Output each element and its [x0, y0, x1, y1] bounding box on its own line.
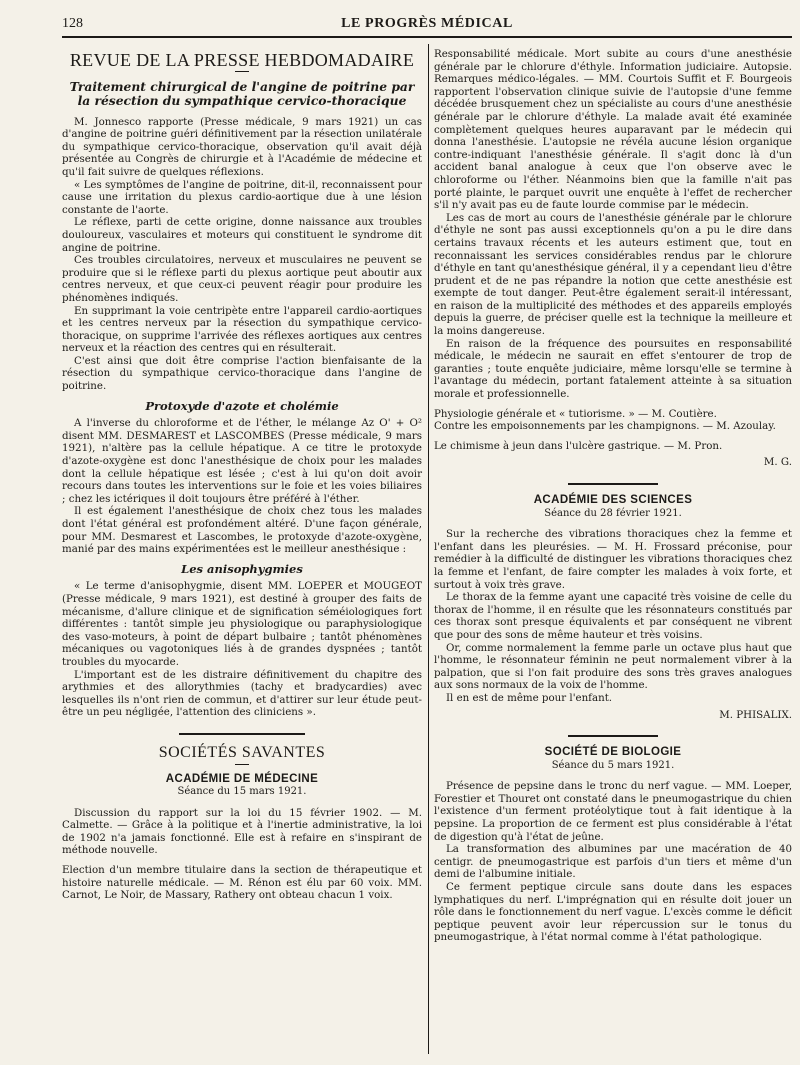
- section-title: REVUE DE LA PRESSE HEBDOMADAIRE: [69, 50, 415, 70]
- session-date: Séance du 5 mars 1921.: [551, 759, 675, 771]
- article-title: Traitement chirurgical de l'angine de poitrine par la résection du sympathique cervico-thoracique: [69, 78, 415, 108]
- article-paragraph: M. Jonnesco rapporte (Presse médicale, 9 mars 1921) un cas d'angine de poitrine guéri définitivement par la résection unilatérale du sympathique cervico-thoracique, observation qu'il avait déjà présentée au Congrès de chirurgie et à l'Académie de médecine et qu'il fait suivre de quelques réflexions.: [62, 115, 422, 178]
- report-paragraph: Il en est de même pour l'enfant.: [446, 691, 613, 704]
- report-paragraph: Ce ferment peptique circule sans doute dans les espaces lymphatiques du nerf. L'imprégnation qui en résulte doit jouer un rôle dans le fonctionnement du nerf vague. L'excès comme le déficit peptique peuvent avoir leur répercussion sur le tonus du pneumogastrique, à l'état normal comme à l'état pathologique.: [434, 881, 792, 944]
- list-item: Contre les empoisonnements par les champignons. — M. Azoulay.: [434, 420, 776, 433]
- article-paragraph: C'est ainsi que doit être comprise l'action bienfaisante de la résection du sympathique cervico-thoracique dans l'angine de poitrine.: [62, 354, 422, 393]
- left-column: [62, 48, 422, 902]
- article-paragraph: Le réflexe, parti de cette origine, donne naissance aux troubles douloureux, vasculaires et moteurs qui constituent le syndrome dit angine de poitrine.: [62, 216, 422, 254]
- section-separator: [179, 733, 305, 735]
- title-dash: [235, 71, 249, 72]
- report-paragraph: Sur la recherche des vibrations thoraciques chez la femme et l'enfant dans les pleurésies. — M. H. Frossard préconise, pour remédier à la difficulté de distinguer les vibrations thoraciques chez la femme et l'enfant, de faire compter les malades à voix forte, et surtout à voix très grave.: [434, 528, 792, 591]
- article-paragraph: En supprimant la voie centripète entre l'appareil cardio-aortiques et les centres nerveux par la résection du sympathique cervico-thoracique, on supprime l'arrivée des réflexes aortiques aux centres nerveux et la réaction des centres qui en résulterait.: [62, 304, 422, 355]
- title-dash: [235, 764, 249, 765]
- report-paragraph: Présence de pepsine dans le tronc du nerf vague. — MM. Loeper, Forestier et Thouret ont constaté dans le pneumogastrique du chien l'existence d'un ferment protéolytique tout à fait identique à la pepsine. La proportion de ce ferment est plus considérable à l'état de digestion qu'à l'état de jeûne.: [434, 780, 792, 843]
- journal-title: LE PROGRÈS MÉDICAL: [341, 16, 513, 31]
- report-paragraph: Discussion du rapport sur la loi du 15 février 1902. — M. Calmette. — Grâce à la politique et à l'inertie administrative, la loi de 1902 n'a jamais fonctionné. Elle est à refaire en s'inspirant de méthode nouvelle.: [62, 806, 422, 857]
- article-paragraph: L'important est de les distraire définitivement du chapitre des arythmies et des allorythmies (tachy et bradycardies) avec lesquelles ils n'ont rien de commun, et d'attirer sur leur étude peut-être un peu négligée, l'attention des cliniciens ».: [62, 668, 422, 719]
- page-number: 128: [62, 16, 83, 31]
- society-name: ACADÉMIE DES SCIENCES: [533, 494, 693, 506]
- society-name: SOCIÉTÉ DE BIOLOGIE: [544, 746, 682, 759]
- report-paragraph: Or, comme normalement la femme parle un octave plus haut que l'homme, le résonnateur féminin ne peut normalement vibrer à la palpation, que si l'on fait produire des sons très graves analogues aux sons normaux de la voix de l'homme.: [434, 641, 792, 692]
- signature: M. PHISALIX.: [719, 708, 792, 721]
- session-date: Séance du 28 février 1921.: [544, 507, 682, 519]
- list-item: Physiologie générale et « tutiorisme. » — M. Coutière.: [434, 407, 717, 420]
- signature: M. G.: [763, 456, 792, 469]
- column-divider: [428, 44, 429, 1054]
- article-paragraph: Ces troubles circulatoires, nerveux et musculaires ne peuvent se produire que si le réflexe parti du plexus aortique peut aboutir aux centres nerveux, et que ceux-ci peuvent réagir pour produire les phénomènes indiqués.: [62, 254, 422, 304]
- article-paragraph: A l'inverse du chloroforme et de l'éther, le mélange Az O' + O² disent MM. DESMAREST et LASCOMBES (Presse médicale, 9 mars 1921), n'altère pas la cellule hépatique. A ce titre le protoxyde d'azote-oxygène est donc l'anesthésique de choix pour les malades dont la cellule hépatique est lésée ; c'est à lui qu'on doit avoir recours dans toutes les interventions sur le foie et les voies biliaires ; chez les ictériques il doit toujours être préféré à l'éther.: [62, 417, 422, 505]
- article-paragraph: Responsabilité médicale. Mort subite au cours d'une anesthésie générale par le chlorure d'éthyle. Information judiciaire. Autopsie. Remarques médico-légales. — MM. Courtois Suffit et F. Bourgeois rapportent l'observation clinique suivie de l'autopsie d'une femme décédée brusquement chez un spécialiste au cours d'une anesthésie générale par le chlorure d'éthyle. La malade avait été examinée complètement quelques heures auparavant par le médecin qui donna l'anesthésie. L'autopsie ne révéla aucune lésion organique contre-indiquant l'anesthésie générale. Il s'agit donc là d'un accident banal analogue à ceux que l'on observe avec le chloroforme ou l'éther. Néanmoins bien que la famille n'ait pas porté plainte, le parquet ouvrit une enquête à l'effet de rechercher s'il n'y avait pas eu de faute lourde commise par le médecin.: [434, 48, 792, 212]
- article-paragraph: « Les symptômes de l'angine de poitrine, dit-il, reconnaissent pour cause une irritation du plexus cardio-aortique due à une lésion constante de l'aorte.: [62, 178, 422, 216]
- list-item: Le chimisme à jeun dans l'ulcère gastrique. — M. Pron.: [434, 439, 723, 452]
- report-paragraph: La transformation des albumines par une macération de 40 centigr. de pneumogastrique est parfois d'un tiers et même d'un demi de l'albumine initiale.: [434, 843, 792, 881]
- session-date: Séance du 15 mars 1921.: [177, 786, 307, 798]
- article-paragraph: « Le terme d'anisophygmie, disent MM. LOEPER et MOUGEOT (Presse médicale, 9 mars 1921), est destiné à grouper des faits de mécanisme, d'allure clinique et de signification séméiologiques fort différentes : tantôt simple jeu physiologique ou paraphysiologique des vaso-moteurs, à point de départ bulbaire ; tantôt phénomènes mécaniques ou vagotoniques liés à de grandes dyspnées ; tantôt troubles du myocarde.: [62, 580, 422, 668]
- report-paragraph: Le thorax de la femme ayant une capacité très voisine de celle du thorax de l'homme, il en résulte que les résonnateurs constitués par ces thorax sont presque équivalents et par conséquent ne vibrent que pour des sons de même hauteur et très voisins.: [434, 591, 792, 641]
- societes-title: SOCIÉTÉS SAVANTES: [158, 743, 326, 761]
- article-paragraph: En raison de la fréquence des poursuites en responsabilité médicale, le médecin ne saurait en effet s'entourer de trop de garanties ; toute enquête judiciaire, même lorsqu'elle se termine à l'avantage du médecin, portant fatalement atteinte à sa situation morale et professionnelle.: [434, 337, 792, 401]
- reports-list: [434, 408, 792, 453]
- report-paragraph: Election d'un membre titulaire dans la section de thérapeutique et histoire naturelle médicale. — M. Rénon est élu par 60 voix. MM. Carnot, Le Noir, de Massary, Rathery ont obteau chacun 1 voix.: [62, 864, 422, 902]
- running-header: [62, 14, 792, 38]
- article-paragraph: Les cas de mort au cours de l'anesthésie générale par le chlorure d'éthyle ne sont pas aussi exceptionnels qu'on a pu le dire dans certains travaux récents et les auteurs estiment que, tout en reconnaissant les services considérables rendus par le chlorure d'éthyle en tant qu'anesthésique général, il y a cependant lieu d'être prudent et de ne pas répandre la notion que cette anesthésie est exempte de tout danger. Peut-être également serait-il intéressant, en raison de la multiplicité des méthodes et des appareils employés depuis la guerre, de préciser quelle est la technique la meilleure et la moins dangereuse.: [434, 211, 792, 338]
- right-column: [434, 48, 792, 944]
- article-paragraph: Il est également l'anesthésique de choix chez tous les malades dont l'état général est profondément altéré. D'une façon générale, pour MM. Desmarest et Lascombes, le protoxyde d'azote-oxygène, manié par des mains expérimentées est le meilleur anesthésique :: [62, 505, 422, 556]
- society-name: ACADÉMIE DE MÉDECINE: [165, 772, 319, 785]
- article-title: Protoxyde d'azote et cholémie: [145, 398, 339, 413]
- article-title: Les anisophygmies: [181, 561, 303, 576]
